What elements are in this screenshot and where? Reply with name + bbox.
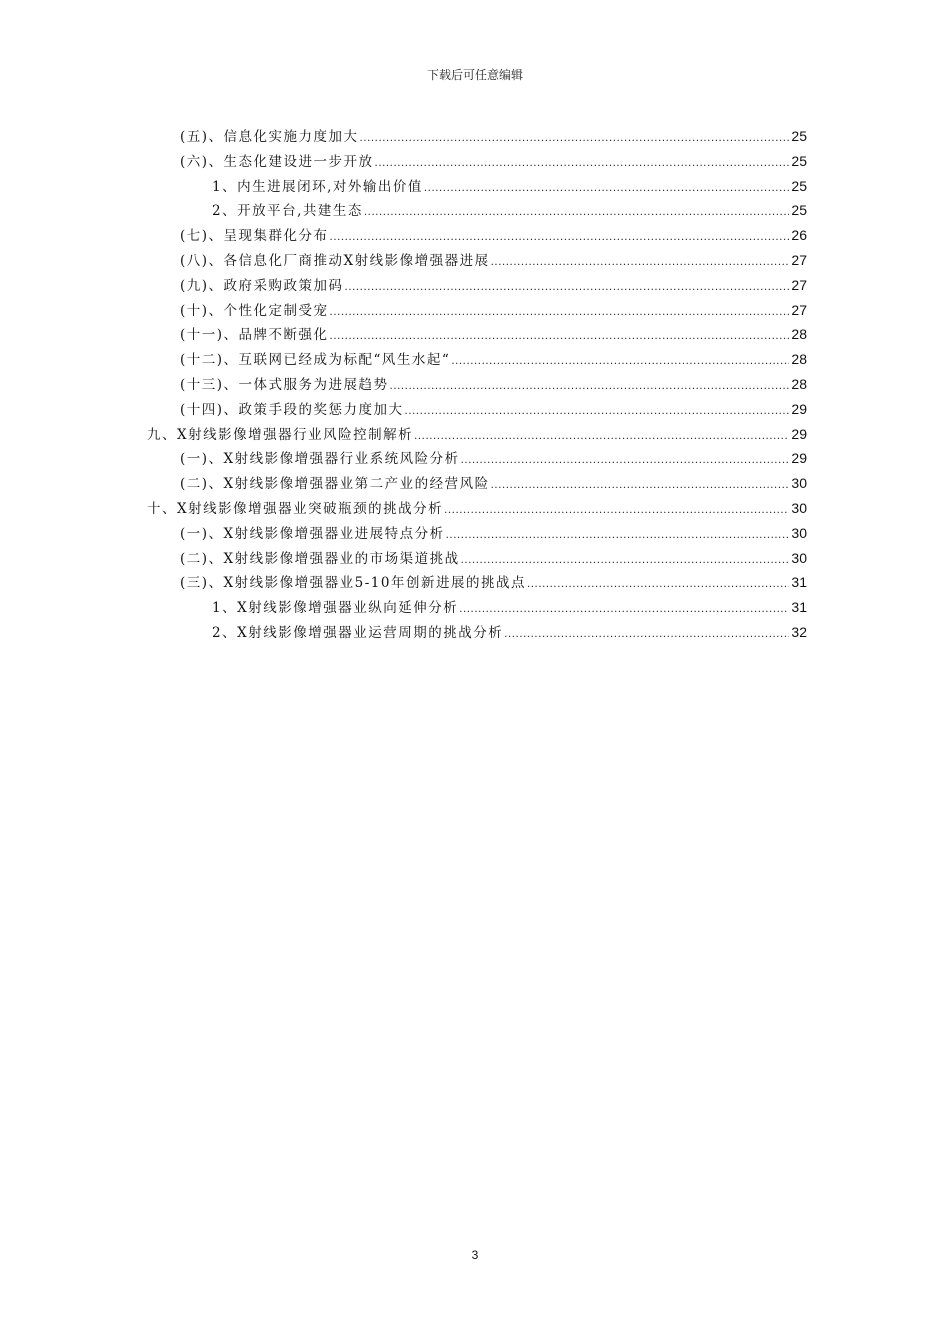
toc-dot-leader	[461, 447, 790, 473]
toc-dot-leader	[360, 125, 790, 151]
toc-entry-page: 31	[791, 599, 807, 616]
toc-dot-leader	[461, 547, 790, 573]
toc-entry[interactable]	[180, 298, 807, 322]
toc-entry-page: 25	[791, 152, 807, 169]
toc-entry-title: (十四)、政策手段的奖惩力度加大	[180, 401, 404, 418]
toc-entry-title: (六)、生态化建设进一步开放	[180, 153, 374, 170]
toc-entry-page: 29	[791, 450, 807, 467]
toc-entry-title: (三)、X射线影像增强器业5-10年创新进展的挑战点	[180, 575, 526, 592]
toc-dot-leader	[330, 323, 790, 349]
toc-dot-leader	[527, 571, 789, 597]
toc-entry[interactable]	[212, 198, 807, 222]
toc-entry[interactable]	[180, 149, 807, 173]
toc-dot-leader	[405, 398, 790, 424]
toc-entry-title: 2、开放平台,共建生态	[212, 203, 363, 220]
toc-dot-leader	[444, 497, 789, 523]
page-number: 3	[471, 1248, 479, 1262]
toc-entry-page: 27	[791, 276, 807, 293]
toc-entry-page: 30	[791, 475, 807, 492]
toc-entry[interactable]	[180, 124, 807, 148]
toc-dot-leader	[414, 423, 789, 449]
toc-entry-page: 32	[791, 624, 807, 640]
toc-dot-leader	[330, 224, 790, 250]
toc-entry-page: 28	[791, 351, 807, 368]
toc-entry[interactable]	[180, 570, 807, 594]
toc-entry-page: 28	[791, 376, 807, 392]
toc-entry-title: 九、X射线影像增强器行业风险控制解析	[147, 426, 414, 443]
toc-dot-leader	[504, 621, 789, 647]
toc-entry-page: 28	[791, 326, 807, 343]
toc-entry-page: 30	[791, 524, 807, 541]
toc-entry-title: (一)、X射线影像增强器业进展特点分析	[180, 525, 445, 542]
toc-entry-title: (一)、X射线影像增强器行业系统风险分析	[180, 451, 460, 468]
toc-dot-leader	[491, 472, 790, 498]
toc-entry[interactable]	[180, 471, 807, 495]
toc-entry[interactable]	[180, 546, 807, 570]
toc-entry-title: (二)、X射线影像增强器业第二产业的经营风险	[180, 476, 490, 493]
toc-entry[interactable]	[212, 620, 807, 644]
toc-entry-page: 29	[791, 425, 807, 442]
toc-entry[interactable]	[147, 496, 807, 520]
toc-entry[interactable]	[180, 322, 807, 346]
toc-entry[interactable]	[147, 422, 807, 446]
toc-entry[interactable]	[180, 347, 807, 371]
toc-entry-page: 27	[791, 252, 807, 268]
toc-entry[interactable]	[180, 446, 807, 470]
toc-entry-page: 25	[791, 177, 807, 194]
toc-dot-leader	[446, 522, 790, 548]
toc-entry-page: 25	[791, 128, 807, 144]
toc-entry-title: (十二)、互联网已经成为标配“风生水起“	[180, 352, 451, 369]
toc-dot-leader	[491, 249, 790, 275]
toc-entry-page: 25	[791, 202, 807, 219]
toc-entry-title: (八)、各信息化厂商推动X射线影像增强器进展	[180, 253, 490, 269]
toc-entry-page: 27	[791, 301, 807, 318]
toc-entry-title: 十、X射线影像增强器业突破瓶颈的挑战分析	[147, 501, 444, 517]
toc-dot-leader	[451, 348, 789, 374]
toc-entry[interactable]	[180, 223, 807, 247]
toc-entry-page: 31	[791, 574, 807, 591]
toc-dot-leader	[364, 199, 790, 225]
toc-entry-page: 30	[791, 549, 807, 566]
toc-dot-leader	[424, 175, 790, 201]
toc-dot-leader	[459, 596, 789, 622]
toc-entry[interactable]	[212, 595, 807, 619]
toc-entry[interactable]	[212, 174, 807, 198]
toc-entry[interactable]	[180, 273, 807, 297]
toc-entry-page: 26	[791, 227, 807, 244]
toc-entry-title: (五)、信息化实施力度加大	[180, 129, 359, 145]
toc-entry[interactable]	[180, 397, 807, 421]
toc-entry-page: 29	[791, 400, 807, 417]
toc-entry-title: (十)、个性化定制受宠	[180, 302, 329, 319]
toc-entry-title: 1、内生进展闭环,对外输出价值	[212, 178, 423, 195]
toc-entry[interactable]	[180, 248, 807, 272]
toc-dot-leader	[375, 150, 790, 176]
toc-entry-title: (二)、X射线影像增强器业的市场渠道挑战	[180, 550, 460, 567]
toc-entry-title: 2、X射线影像增强器业运营周期的挑战分析	[212, 625, 504, 641]
toc-entry-title: (十一)、品牌不断强化	[180, 327, 329, 344]
toc-entry[interactable]	[180, 372, 807, 396]
toc-dot-leader	[345, 274, 790, 300]
toc-dot-leader	[330, 299, 790, 325]
toc-entry-title: 1、X射线影像增强器业纵向延伸分析	[212, 600, 459, 617]
toc-entry-page: 30	[791, 500, 807, 516]
toc-dot-leader	[390, 373, 790, 399]
toc-entry[interactable]	[180, 521, 807, 545]
toc-entry-title: (七)、呈现集群化分布	[180, 228, 329, 245]
toc-entry-title: (九)、政府采购政策加码	[180, 277, 344, 294]
toc-entry-title: (十三)、一体式服务为进展趋势	[180, 377, 389, 393]
page-header: 下载后可任意编辑	[426, 68, 523, 82]
